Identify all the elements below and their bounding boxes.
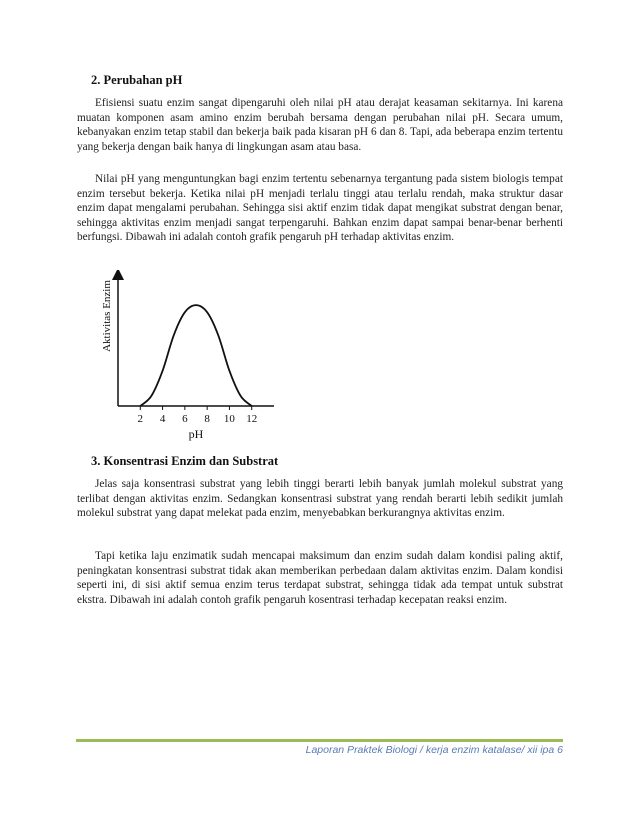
paragraph-ph-intro-text: Efisiensi suatu enzim sangat dipengaruhi oleh nilai pH atau derajat keasaman sekitarnya. Ini karena muatan komponen asam amino enzim berubah bersama dengan perubahan nilai pH. Secara umum, kebanyakan enzim tetap stabil dan bekerja baik pada kisaran pH 6 dan 8. Tapi, ada beberapa enzim tertentu yang bekerja dengan baik hanya di lingkungan asam atau basa. — [77, 97, 563, 153]
paragraph-ph-effect — [77, 172, 563, 245]
paragraph-concentration-intro-text: Jelas saja konsentrasi substrat yang lebih tinggi berarti lebih banyak jumlah molekul substrat yang terlibat dengan aktivitas enzim. Sedangkan konsentrasi substrat yang rendah berarti lebih sedikit jumlah molekul substrat yang dapat melekat pada enzim, menyebabkan berkurangnya aktivitas enzim. — [77, 478, 563, 520]
paragraph-concentration-intro — [77, 477, 563, 521]
x-tick-label: 2 — [137, 413, 144, 425]
x-tick-label: 8 — [204, 413, 210, 425]
x-axis-label: pH — [188, 427, 204, 441]
y-axis-label: Aktivitas Enzim — [101, 280, 113, 352]
footer-divider — [76, 739, 563, 742]
paragraph-concentration-max — [77, 549, 563, 607]
x-tick-label: 12 — [246, 413, 258, 425]
x-tick-label: 10 — [223, 413, 235, 425]
ph-activity-chart — [88, 270, 288, 445]
x-tick-label: 6 — [182, 413, 188, 425]
paragraph-ph-intro — [77, 96, 563, 154]
paragraph-concentration-max-text: Tapi ketika laju enzimatik sudah mencapai maksimum dan enzim sudah dalam kondisi paling aktif, peningkatan konsentrasi substrat tidak akan memberikan perbedaan dalam aktivitas enzim. Dalam kondisi seperti ini, di sisi aktif semua enzim terus terdapat substrat, sehingga tidak ada tempat untuk substrat ekstra. Dibawah ini adalah contoh grafik pengaruh kosentrasi terhadap kecepatan reaksi enzim. — [77, 550, 563, 606]
section-heading-ph: 2. Perubahan pH — [91, 73, 183, 87]
paragraph-ph-effect-text: Nilai pH yang menguntungkan bagi enzim tertentu sebenarnya tergantung pada sistem biologis tempat enzim tersebut bekerja. Ketika nilai pH menjadi terlalu tinggi atau terlalu rendah, maka struktur dasar enzim dapat mengalami perubahan. Sehingga sisi aktif enzim tidak dapat mengikat substrat dengan benar, sehingga aktivitas enzim menjadi sangat terpengaruhi. Bahkan enzim dapat sampai benar-benar berhenti berfungsi. Dibawah ini adalah contoh grafik pengaruh pH terhadap aktivitas enzim. — [77, 173, 563, 244]
footer-text: Laporan Praktek Biologi / kerja enzim katalase/ xii ipa 6 — [305, 744, 563, 756]
activity-curve — [140, 305, 251, 406]
x-tick-label: 4 — [159, 413, 166, 425]
section-heading-concentration: 3. Konsentrasi Enzim dan Substrat — [91, 454, 279, 468]
